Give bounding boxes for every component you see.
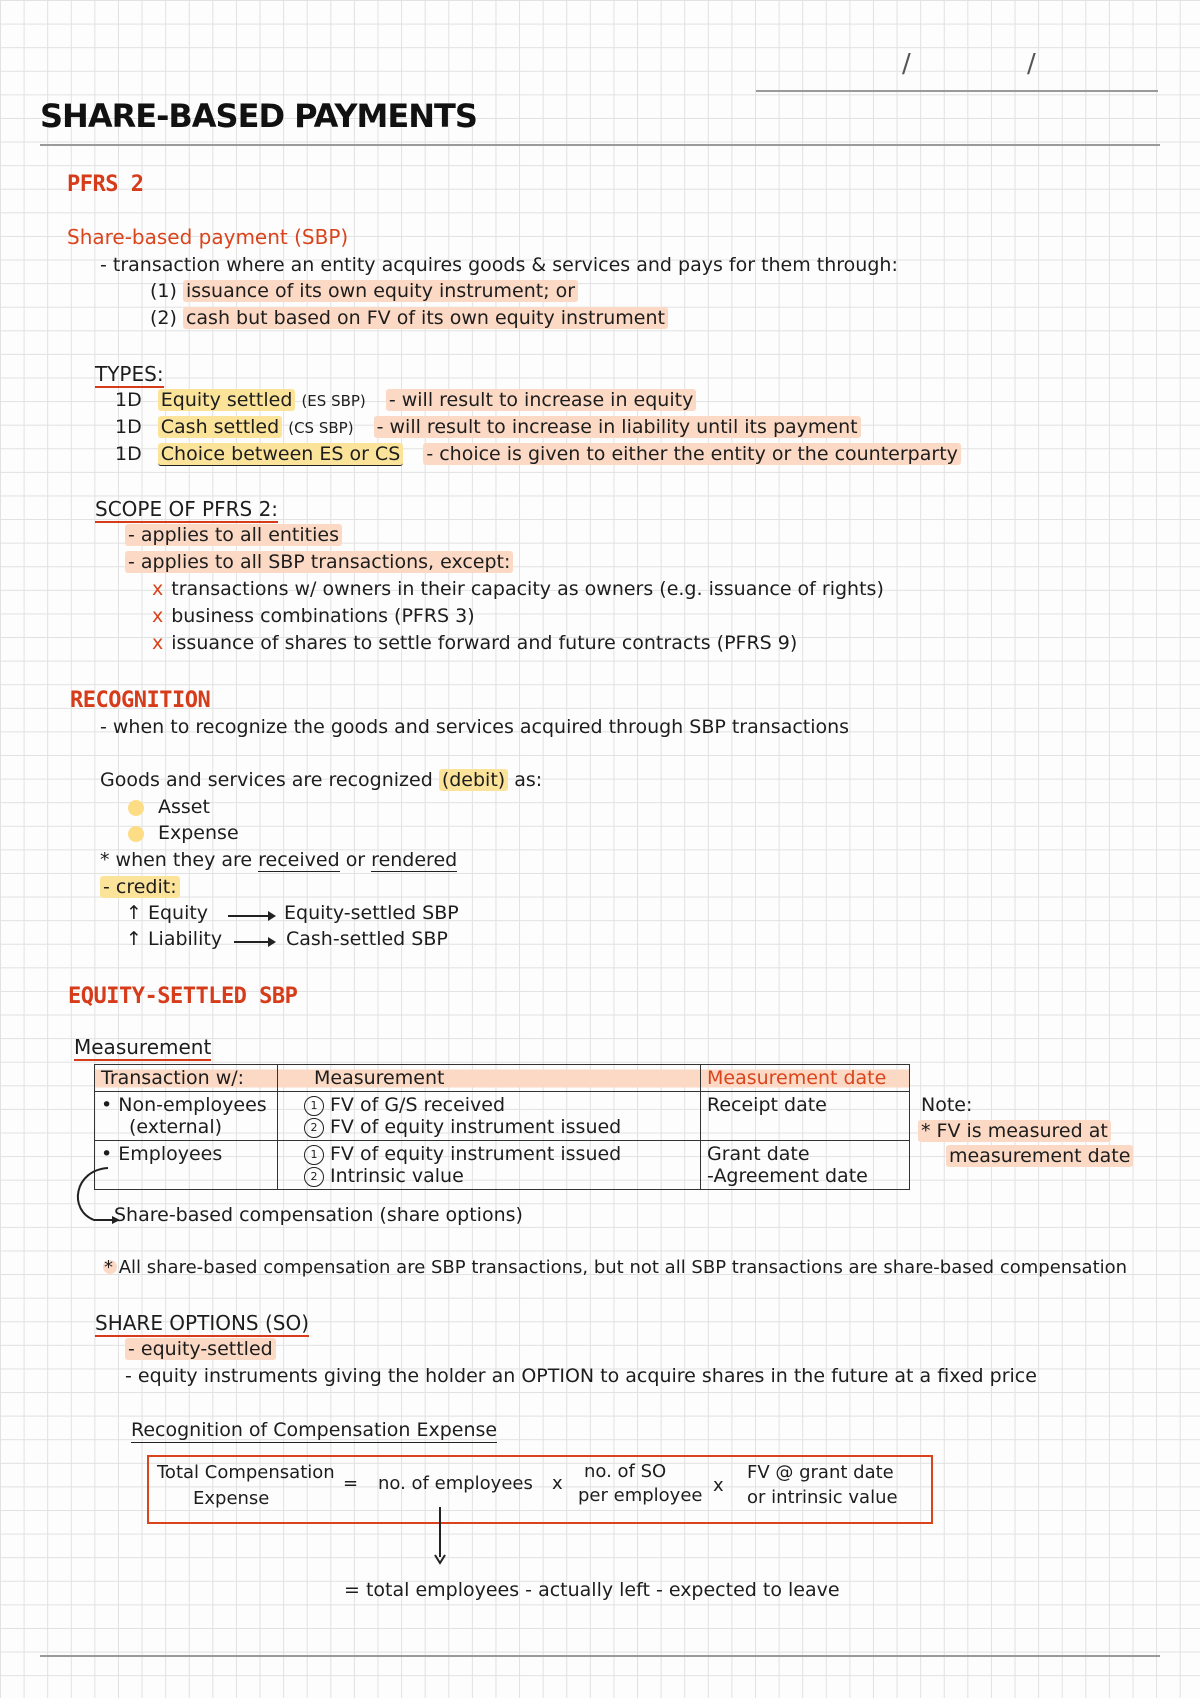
- formula-times: x: [713, 1475, 724, 1496]
- recognition-received: received: [258, 849, 340, 871]
- x-mark-icon: x: [152, 578, 164, 600]
- bullet-dot-icon: [128, 826, 144, 842]
- cell-line: • Non-employees: [101, 1094, 267, 1116]
- types-label: Choice between ES or CS: [158, 443, 404, 466]
- scope-exception-text: issuance of shares to settle forward and future contracts (PFRS 9): [171, 632, 798, 654]
- sbp-item-1-text: issuance of its own equity instrument; or: [183, 280, 578, 302]
- types-label: Cash settled: [158, 416, 282, 438]
- recognition-heading: RECOGNITION: [70, 688, 211, 713]
- credit-row-left: ↑ Equity: [126, 902, 209, 924]
- formula-term-1: no. of employees: [378, 1473, 533, 1494]
- types-desc: - choice is given to either the entity or the counterparty: [423, 443, 961, 465]
- types-bullet: 1D: [115, 389, 142, 411]
- sbp-definition: - transaction where an entity acquires goods & services and pays for them through:: [100, 254, 898, 276]
- cell-line: Receipt date: [707, 1094, 827, 1116]
- table-cell: [95, 1092, 278, 1141]
- down-arrow-icon: [430, 1505, 450, 1567]
- note-line-2-text: measurement date: [946, 1145, 1133, 1167]
- equity-settled-heading: EQUITY-SETTLED SBP: [68, 984, 298, 1009]
- x-mark-icon: x: [152, 632, 164, 654]
- cell-line: [304, 1094, 694, 1116]
- note-line-1-text: * FV is measured at: [918, 1120, 1111, 1142]
- recognition-credit-text: - credit:: [100, 876, 180, 898]
- sbp-item-2-prefix: (2): [150, 307, 177, 329]
- types-bullet: 1D: [115, 443, 142, 465]
- sbp-item-2-text: cash but based on FV of its own equity instrument: [183, 307, 668, 329]
- scope-exception-text: transactions w/ owners in their capacity as owners (e.g. issuance of rights): [171, 578, 884, 600]
- cell-line: (external): [129, 1116, 223, 1138]
- date-slash-1: /: [902, 49, 911, 79]
- cell-line: [304, 1143, 694, 1165]
- scope-heading: SCOPE OF PFRS 2:: [95, 497, 279, 521]
- scope-exception-text: business combinations (PFRS 3): [171, 605, 475, 627]
- table-cell: [278, 1141, 701, 1190]
- table-cell: [278, 1092, 701, 1141]
- table-row: [95, 1141, 910, 1190]
- sbp-heading: Share-based payment (SBP): [67, 225, 349, 249]
- sbp-item-2: [150, 308, 668, 330]
- recognition-rendered: rendered: [371, 849, 458, 871]
- cell-text: FV of equity instrument issued: [330, 1143, 622, 1165]
- table-cell: [701, 1092, 910, 1141]
- formula-lhs-2: Expense: [193, 1488, 270, 1509]
- scope-exception: [152, 633, 797, 655]
- recognition-or: or: [345, 849, 366, 871]
- table-header: [701, 1065, 910, 1092]
- table-header-text: Measurement date: [707, 1067, 887, 1089]
- recognition-line-2: [100, 770, 542, 792]
- recognition-credit: [100, 877, 180, 899]
- formula-equals: =: [343, 1473, 359, 1494]
- circled-number-icon: 1: [304, 1145, 324, 1165]
- sbp-item-1-prefix: (1): [150, 280, 177, 302]
- scope-line-1-text: - applies to all entities: [125, 524, 342, 546]
- share-options-heading: SHARE OPTIONS (SO): [95, 1311, 310, 1335]
- table-header: Transaction w/:: [95, 1065, 278, 1092]
- recognition-compensation-heading: Recognition of Compensation Expense: [131, 1419, 498, 1441]
- bullet-dot-icon: [128, 800, 144, 816]
- types-desc: - will result to increase in liability until its payment: [374, 416, 861, 438]
- recognition-line-2-post: as:: [514, 769, 543, 791]
- scope-line-1: [125, 525, 342, 547]
- formula-term-2-line-1: no. of SO: [584, 1461, 667, 1482]
- cell-text: FV of G/S received: [330, 1094, 506, 1116]
- right-arrow-icon: [228, 915, 274, 917]
- table-cell: [701, 1141, 910, 1190]
- types-abbr: (CS SBP): [288, 419, 354, 437]
- scope-exception: [152, 606, 475, 628]
- bottom-divider: [40, 1655, 1160, 1657]
- share-options-line-1: [125, 1339, 276, 1361]
- scope-exception: [152, 579, 884, 601]
- formula-lhs-1: Total Compensation: [157, 1462, 335, 1483]
- share-options-line-2: - equity instruments giving the holder an OPTION to acquire shares in the future at a fixed price: [125, 1365, 1037, 1387]
- cell-line: [304, 1116, 694, 1138]
- recognition-line-2-pre: Goods and services are recognized: [100, 769, 433, 791]
- credit-row-left: ↑ Liability: [126, 928, 223, 950]
- recognition-line-1: - when to recognize the goods and services acquired through SBP transactions: [100, 716, 850, 738]
- recognition-when-pre: * when they are: [100, 849, 253, 871]
- table-header-row: [95, 1065, 910, 1092]
- all-sbp-note: * All share-based compensation are SBP transactions, but not all SBP transactions are share-based compensation: [104, 1257, 1128, 1278]
- date-slash-2: /: [1027, 49, 1036, 79]
- circled-number-icon: 2: [304, 1167, 324, 1187]
- cell-text: FV of equity instrument issued: [330, 1116, 622, 1138]
- types-label: Equity settled: [158, 389, 296, 411]
- recognition-item: Expense: [158, 822, 239, 844]
- formula-term-3-line-1: FV @ grant date: [747, 1462, 894, 1483]
- types-desc: - will result to increase in equity: [386, 389, 696, 411]
- note-line-2: [946, 1146, 1133, 1168]
- page-title: SHARE-BASED PAYMENTS: [40, 97, 477, 135]
- right-arrow-icon: [234, 941, 274, 943]
- share-options-line-1-text: - equity-settled: [125, 1338, 276, 1360]
- table-header: Measurement: [278, 1065, 701, 1092]
- employees-breakdown: = total employees - actually left - expected to leave: [344, 1579, 840, 1601]
- circled-number-icon: 1: [304, 1096, 324, 1116]
- cell-line: [304, 1165, 694, 1187]
- formula-term-3-line-2: or intrinsic value: [747, 1487, 898, 1508]
- scope-line-2-text: - applies to all SBP transactions, except:: [125, 551, 513, 573]
- credit-row-right: Cash-settled SBP: [286, 928, 448, 950]
- table-row: [95, 1092, 910, 1141]
- cell-line: Grant date: [707, 1143, 810, 1165]
- measurement-heading: Measurement: [74, 1035, 212, 1059]
- credit-row-right: Equity-settled SBP: [284, 902, 459, 924]
- title-divider: [40, 144, 1160, 146]
- types-abbr: (ES SBP): [301, 392, 366, 410]
- formula-times: x: [552, 1473, 563, 1494]
- note-heading: Note:: [921, 1094, 973, 1116]
- cell-line: -Agreement date: [707, 1165, 868, 1187]
- recognition-item: Asset: [158, 796, 210, 818]
- pfrs-heading: PFRS 2: [67, 172, 144, 197]
- types-row: [115, 444, 961, 466]
- measurement-table: [94, 1064, 910, 1190]
- x-mark-icon: x: [152, 605, 164, 627]
- types-row: [115, 417, 861, 439]
- recognition-when: [100, 850, 457, 872]
- compensation-label: Share-based compensation (share options): [114, 1204, 523, 1226]
- circled-number-icon: 2: [304, 1118, 324, 1138]
- cell-text: Intrinsic value: [330, 1165, 464, 1187]
- types-row: [115, 390, 696, 412]
- cell-line: • Employees: [101, 1143, 223, 1165]
- formula-term-2-line-2: per employee: [578, 1485, 703, 1506]
- types-heading: TYPES:: [95, 362, 164, 386]
- types-bullet: 1D: [115, 416, 142, 438]
- date-line: [756, 90, 1158, 92]
- recognition-debit: (debit): [439, 769, 508, 791]
- sbp-item-1: [150, 281, 578, 303]
- scope-line-2: [125, 552, 513, 574]
- note-line-1: [918, 1121, 1111, 1143]
